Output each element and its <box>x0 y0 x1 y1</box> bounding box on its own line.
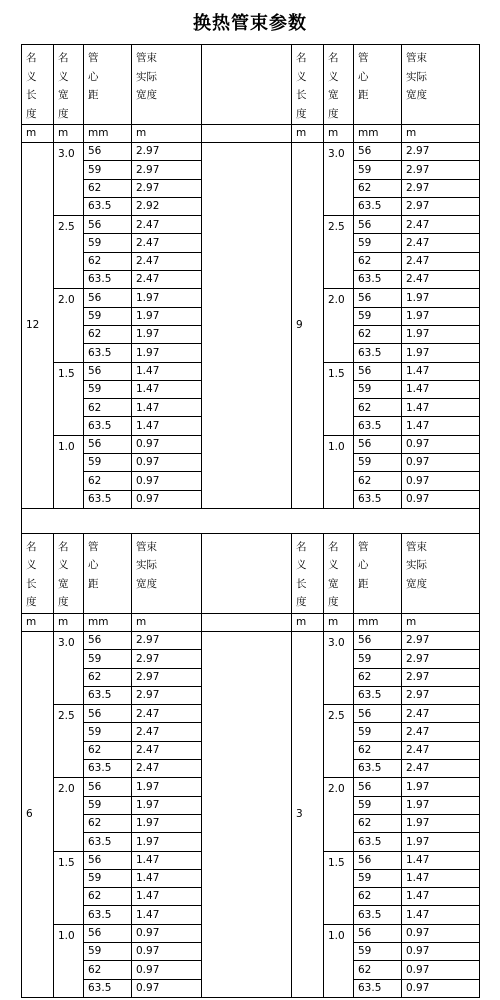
bundle-width-cell: 1.47 <box>132 362 202 380</box>
header-char: 心 <box>88 559 99 572</box>
tube-pitch-cell: 56 <box>354 705 402 723</box>
header-char: 距 <box>88 89 99 101</box>
header-tube-pitch <box>84 45 132 125</box>
tube-pitch-cell: 59 <box>354 650 402 668</box>
header-char: 实际 <box>406 559 427 572</box>
header-char: 义 <box>296 559 307 572</box>
header-bundle-width <box>402 45 480 125</box>
bundle-width-cell: 2.47 <box>132 760 202 778</box>
tube-pitch-cell: 56 <box>84 631 132 649</box>
unit-row <box>22 125 480 143</box>
tube-pitch-cell: 63.5 <box>84 197 132 215</box>
tube-pitch-cell: 63.5 <box>84 979 132 997</box>
spacer-cell <box>202 125 292 143</box>
tube-pitch-cell: 59 <box>84 723 132 741</box>
nominal-width-cell: 1.5 <box>54 851 84 924</box>
bundle-width-cell: 1.97 <box>132 796 202 814</box>
nominal-width-cell: 2.5 <box>324 705 354 778</box>
header-char: 管束 <box>406 52 427 64</box>
tube-pitch-cell: 59 <box>84 307 132 325</box>
bundle-width-cell: 2.47 <box>402 271 480 289</box>
tube-pitch-cell: 56 <box>354 631 402 649</box>
bundle-width-cell: 2.92 <box>132 197 202 215</box>
bundle-width-cell: 2.47 <box>132 741 202 759</box>
bundle-width-cell: 2.47 <box>402 252 480 270</box>
spacer-cell <box>202 533 292 613</box>
bundle-width-cell: 1.47 <box>402 380 480 398</box>
tube-pitch-cell: 63.5 <box>354 686 402 704</box>
bundle-width-cell: 1.47 <box>402 906 480 924</box>
unit-cell: m <box>402 125 480 143</box>
header-char: 名 <box>26 540 37 553</box>
tube-pitch-cell: 63.5 <box>354 344 402 362</box>
bundle-width-cell: 2.47 <box>132 234 202 252</box>
tube-pitch-cell: 62 <box>354 741 402 759</box>
spacer-cell <box>202 631 292 997</box>
tube-pitch-cell: 56 <box>354 289 402 307</box>
tube-pitch-cell: 62 <box>84 179 132 197</box>
tube-pitch-cell: 59 <box>84 380 132 398</box>
header-char: 实际 <box>406 70 427 83</box>
bundle-width-cell: 2.97 <box>402 631 480 649</box>
spacer-cell <box>202 143 292 509</box>
bundle-width-cell: 1.97 <box>402 344 480 362</box>
bundle-width-cell: 1.47 <box>132 417 202 435</box>
header-char: 长 <box>26 89 37 101</box>
bundle-width-cell: 2.97 <box>402 143 480 161</box>
tube-pitch-cell: 62 <box>354 668 402 686</box>
header-tube-pitch <box>354 45 402 125</box>
header-char: 义 <box>58 70 69 83</box>
tube-pitch-cell: 62 <box>84 888 132 906</box>
tube-pitch-cell: 56 <box>84 216 132 234</box>
tube-pitch-cell: 56 <box>84 705 132 723</box>
tube-pitch-cell: 59 <box>84 942 132 960</box>
tube-pitch-cell: 62 <box>354 252 402 270</box>
header-char: 名 <box>58 540 69 553</box>
bundle-width-cell: 2.97 <box>402 686 480 704</box>
bundle-width-cell: 2.47 <box>132 252 202 270</box>
nominal-width-cell: 2.5 <box>54 705 84 778</box>
tube-pitch-cell: 59 <box>354 234 402 252</box>
nominal-width-cell: 2.0 <box>324 289 354 362</box>
unit-row <box>22 613 480 631</box>
nominal-width-cell: 3.0 <box>54 143 84 216</box>
tube-pitch-cell: 62 <box>84 961 132 979</box>
tube-pitch-cell: 59 <box>354 723 402 741</box>
bundle-width-cell: 0.97 <box>402 961 480 979</box>
table-row <box>22 631 480 649</box>
tube-pitch-cell: 62 <box>84 399 132 417</box>
bundle-width-cell: 1.97 <box>132 833 202 851</box>
bundle-width-cell: 1.97 <box>402 796 480 814</box>
bundle-width-cell: 2.97 <box>132 650 202 668</box>
tube-pitch-cell: 59 <box>84 234 132 252</box>
tube-pitch-cell: 56 <box>354 362 402 380</box>
bundle-width-cell: 0.97 <box>132 942 202 960</box>
nominal-width-cell: 2.5 <box>54 216 84 289</box>
tube-pitch-cell: 56 <box>354 435 402 453</box>
tube-pitch-cell: 63.5 <box>84 686 132 704</box>
bundle-width-cell: 2.97 <box>132 143 202 161</box>
header-char: 名 <box>328 540 339 553</box>
tube-pitch-cell: 62 <box>84 668 132 686</box>
header-char: 心 <box>88 70 99 83</box>
bundle-width-cell: 2.97 <box>132 161 202 179</box>
header-char: 管 <box>358 540 369 553</box>
gap-cell <box>22 508 480 533</box>
unit-cell: m <box>324 125 354 143</box>
header-char: 心 <box>358 559 369 572</box>
bundle-width-cell: 2.97 <box>402 197 480 215</box>
bundle-width-cell: 1.97 <box>132 325 202 343</box>
bundle-width-cell: 0.97 <box>132 490 202 508</box>
tube-pitch-cell: 59 <box>84 796 132 814</box>
header-char: 实际 <box>136 70 157 83</box>
tube-pitch-cell: 56 <box>84 362 132 380</box>
bundle-width-cell: 1.47 <box>132 399 202 417</box>
bundle-width-cell: 0.97 <box>402 454 480 472</box>
header-char: 义 <box>26 559 37 572</box>
header-bundle-width <box>132 533 202 613</box>
header-char: 宽度 <box>406 89 427 101</box>
bundle-width-cell: 1.97 <box>132 814 202 832</box>
nominal-length-cell: 9 <box>292 143 324 509</box>
nominal-width-cell: 1.0 <box>54 924 84 997</box>
tube-bundle-table <box>21 44 480 998</box>
header-char: 度 <box>328 596 339 609</box>
nominal-length-cell: 12 <box>22 143 54 509</box>
bundle-width-cell: 2.47 <box>402 705 480 723</box>
tube-pitch-cell: 62 <box>84 325 132 343</box>
header-char: 度 <box>328 107 339 120</box>
tube-pitch-cell: 63.5 <box>354 979 402 997</box>
unit-cell: m <box>292 125 324 143</box>
tube-pitch-cell: 59 <box>354 380 402 398</box>
unit-cell: m <box>22 613 54 631</box>
tube-pitch-cell: 62 <box>84 741 132 759</box>
bundle-width-cell: 0.97 <box>402 979 480 997</box>
tube-pitch-cell: 62 <box>354 888 402 906</box>
tube-pitch-cell: 56 <box>84 143 132 161</box>
bundle-width-cell: 1.97 <box>402 289 480 307</box>
bundle-width-cell: 0.97 <box>402 924 480 942</box>
unit-cell: m <box>54 125 84 143</box>
bundle-width-cell: 2.97 <box>132 686 202 704</box>
unit-cell: m <box>132 613 202 631</box>
nominal-width-cell: 1.0 <box>324 924 354 997</box>
bundle-width-cell: 1.97 <box>402 833 480 851</box>
tube-pitch-cell: 56 <box>354 216 402 234</box>
tube-pitch-cell: 62 <box>84 814 132 832</box>
bundle-width-cell: 1.97 <box>402 814 480 832</box>
header-char: 管束 <box>406 540 427 553</box>
header-char: 义 <box>26 70 37 83</box>
bundle-width-cell: 2.47 <box>402 760 480 778</box>
bundle-width-cell: 1.97 <box>402 778 480 796</box>
header-nominal-length <box>22 45 54 125</box>
header-char: 宽度 <box>406 577 427 590</box>
tube-pitch-cell: 59 <box>354 796 402 814</box>
header-row <box>22 45 480 125</box>
header-char: 义 <box>328 70 339 83</box>
tube-pitch-cell: 63.5 <box>354 760 402 778</box>
bundle-width-cell: 2.47 <box>132 723 202 741</box>
tube-pitch-cell: 62 <box>354 179 402 197</box>
tube-pitch-cell: 56 <box>84 924 132 942</box>
nominal-width-cell: 2.0 <box>324 778 354 851</box>
bundle-width-cell: 0.97 <box>402 490 480 508</box>
bundle-width-cell: 1.97 <box>132 344 202 362</box>
bundle-width-cell: 0.97 <box>132 961 202 979</box>
header-tube-pitch <box>354 533 402 613</box>
tube-pitch-cell: 62 <box>354 814 402 832</box>
unit-cell: m <box>54 613 84 631</box>
bundle-width-cell: 1.47 <box>402 888 480 906</box>
unit-cell: m <box>324 613 354 631</box>
tube-pitch-cell: 63.5 <box>354 271 402 289</box>
tube-pitch-cell: 56 <box>354 851 402 869</box>
bundle-width-cell: 2.47 <box>132 705 202 723</box>
bundle-width-cell: 1.97 <box>132 289 202 307</box>
nominal-length-cell: 6 <box>22 631 54 997</box>
tube-pitch-cell: 59 <box>84 454 132 472</box>
tube-pitch-cell: 62 <box>354 961 402 979</box>
header-char: 距 <box>88 577 99 590</box>
tube-pitch-cell: 59 <box>354 161 402 179</box>
header-nominal-width <box>54 45 84 125</box>
bundle-width-cell: 0.97 <box>402 472 480 490</box>
header-char: 义 <box>58 559 69 572</box>
bundle-width-cell: 1.97 <box>402 325 480 343</box>
tube-pitch-cell: 63.5 <box>84 906 132 924</box>
bundle-width-cell: 2.97 <box>402 179 480 197</box>
tube-pitch-cell: 56 <box>354 143 402 161</box>
tube-pitch-cell: 63.5 <box>84 344 132 362</box>
header-char: 宽度 <box>136 89 157 101</box>
bundle-width-cell: 2.47 <box>132 271 202 289</box>
nominal-width-cell: 1.5 <box>54 362 84 435</box>
nominal-width-cell: 3.0 <box>54 631 84 704</box>
header-char: 义 <box>296 70 307 83</box>
header-char: 管束 <box>136 540 157 553</box>
header-char: 实际 <box>136 559 157 572</box>
bundle-width-cell: 1.47 <box>132 851 202 869</box>
bundle-width-cell: 2.47 <box>402 234 480 252</box>
header-char: 距 <box>358 577 369 590</box>
header-char: 名 <box>328 52 339 64</box>
nominal-length-cell: 3 <box>292 631 324 997</box>
bundle-width-cell: 0.97 <box>402 942 480 960</box>
tube-pitch-cell: 63.5 <box>84 833 132 851</box>
bundle-width-cell: 2.97 <box>132 631 202 649</box>
bundle-width-cell: 1.97 <box>132 778 202 796</box>
tube-pitch-cell: 56 <box>84 851 132 869</box>
bundle-width-cell: 0.97 <box>132 435 202 453</box>
header-char: 管 <box>88 540 99 553</box>
nominal-width-cell: 2.0 <box>54 289 84 362</box>
header-char: 宽度 <box>136 577 157 590</box>
tube-pitch-cell: 56 <box>84 435 132 453</box>
header-char: 度 <box>26 596 37 609</box>
bundle-width-cell: 2.97 <box>132 179 202 197</box>
nominal-width-cell: 1.5 <box>324 362 354 435</box>
bundle-width-cell: 2.47 <box>402 723 480 741</box>
bundle-width-cell: 0.97 <box>132 472 202 490</box>
bundle-width-cell: 1.97 <box>132 307 202 325</box>
tube-pitch-cell: 63.5 <box>84 490 132 508</box>
tube-pitch-cell: 63.5 <box>354 833 402 851</box>
tube-pitch-cell: 62 <box>354 399 402 417</box>
tube-pitch-cell: 63.5 <box>84 760 132 778</box>
bundle-width-cell: 2.97 <box>402 161 480 179</box>
bundle-width-cell: 1.47 <box>132 869 202 887</box>
tube-pitch-cell: 59 <box>84 650 132 668</box>
header-char: 宽 <box>328 89 339 101</box>
unit-cell: mm <box>354 613 402 631</box>
header-tube-pitch <box>84 533 132 613</box>
header-bundle-width <box>402 533 480 613</box>
bundle-width-cell: 1.47 <box>402 417 480 435</box>
spacer-cell <box>202 45 292 125</box>
page-title: 换热管束参数 <box>193 13 307 34</box>
unit-cell: mm <box>84 613 132 631</box>
header-char: 长 <box>296 577 307 590</box>
bundle-width-cell: 1.97 <box>402 307 480 325</box>
header-char: 管 <box>358 52 369 64</box>
tube-pitch-cell: 62 <box>84 252 132 270</box>
header-nominal-width <box>324 45 354 125</box>
bundle-width-cell: 2.47 <box>402 741 480 759</box>
bundle-width-cell: 1.47 <box>402 399 480 417</box>
tube-pitch-cell: 62 <box>354 472 402 490</box>
bundle-width-cell: 2.97 <box>402 650 480 668</box>
tube-pitch-cell: 63.5 <box>354 197 402 215</box>
unit-cell: m <box>132 125 202 143</box>
bundle-width-cell: 2.47 <box>402 216 480 234</box>
header-char: 度 <box>296 596 307 609</box>
header-row <box>22 533 480 613</box>
tube-pitch-cell: 59 <box>84 869 132 887</box>
tube-pitch-cell: 59 <box>354 869 402 887</box>
tube-pitch-cell: 56 <box>354 924 402 942</box>
header-char: 宽 <box>58 577 69 590</box>
header-char: 度 <box>58 596 69 609</box>
nominal-width-cell: 1.0 <box>54 435 84 508</box>
tube-pitch-cell: 59 <box>354 454 402 472</box>
header-char: 度 <box>58 107 69 120</box>
header-char: 名 <box>26 52 37 64</box>
nominal-width-cell: 3.0 <box>324 143 354 216</box>
tube-pitch-cell: 63.5 <box>354 490 402 508</box>
tube-pitch-cell: 59 <box>354 307 402 325</box>
tube-pitch-cell: 63.5 <box>84 417 132 435</box>
header-char: 距 <box>358 89 369 101</box>
header-nominal-length <box>292 45 324 125</box>
nominal-width-cell: 3.0 <box>324 631 354 704</box>
header-char: 度 <box>26 107 37 120</box>
header-char: 管束 <box>136 52 157 64</box>
tube-pitch-cell: 62 <box>354 325 402 343</box>
tube-pitch-cell: 62 <box>84 472 132 490</box>
header-char: 管 <box>88 52 99 64</box>
header-nominal-width <box>324 533 354 613</box>
bundle-width-cell: 2.97 <box>402 668 480 686</box>
header-nominal-length <box>22 533 54 613</box>
header-char: 名 <box>296 540 307 553</box>
bundle-width-cell: 0.97 <box>132 979 202 997</box>
header-char: 宽 <box>58 89 69 101</box>
tube-pitch-cell: 56 <box>84 778 132 796</box>
header-bundle-width <box>132 45 202 125</box>
tube-pitch-cell: 59 <box>354 942 402 960</box>
header-char: 长 <box>26 577 37 590</box>
spacer-cell <box>202 613 292 631</box>
unit-cell: mm <box>354 125 402 143</box>
header-nominal-width <box>54 533 84 613</box>
bundle-width-cell: 1.47 <box>402 869 480 887</box>
unit-cell: m <box>292 613 324 631</box>
table-row <box>22 143 480 161</box>
nominal-width-cell: 1.0 <box>324 435 354 508</box>
nominal-width-cell: 1.5 <box>324 851 354 924</box>
nominal-width-cell: 2.0 <box>54 778 84 851</box>
unit-cell: mm <box>84 125 132 143</box>
bundle-width-cell: 2.97 <box>132 668 202 686</box>
tube-pitch-cell: 63.5 <box>354 906 402 924</box>
bundle-width-cell: 0.97 <box>402 435 480 453</box>
section-gap-row <box>22 508 480 533</box>
bundle-width-cell: 1.47 <box>402 851 480 869</box>
header-char: 名 <box>296 52 307 64</box>
header-char: 长 <box>296 89 307 101</box>
tube-pitch-cell: 63.5 <box>354 417 402 435</box>
bundle-width-cell: 0.97 <box>132 454 202 472</box>
bundle-width-cell: 1.47 <box>132 380 202 398</box>
tube-pitch-cell: 56 <box>354 778 402 796</box>
bundle-width-cell: 1.47 <box>132 888 202 906</box>
bundle-width-cell: 1.47 <box>402 362 480 380</box>
header-char: 名 <box>58 52 69 64</box>
header-char: 度 <box>296 107 307 120</box>
header-char: 宽 <box>328 577 339 590</box>
bundle-width-cell: 0.97 <box>132 924 202 942</box>
nominal-width-cell: 2.5 <box>324 216 354 289</box>
header-nominal-length <box>292 533 324 613</box>
unit-cell: m <box>402 613 480 631</box>
bundle-width-cell: 1.47 <box>132 906 202 924</box>
tube-pitch-cell: 63.5 <box>84 271 132 289</box>
bundle-width-cell: 2.47 <box>132 216 202 234</box>
header-char: 义 <box>328 559 339 572</box>
header-char: 心 <box>358 70 369 83</box>
unit-cell: m <box>22 125 54 143</box>
tube-pitch-cell: 59 <box>84 161 132 179</box>
tube-pitch-cell: 56 <box>84 289 132 307</box>
